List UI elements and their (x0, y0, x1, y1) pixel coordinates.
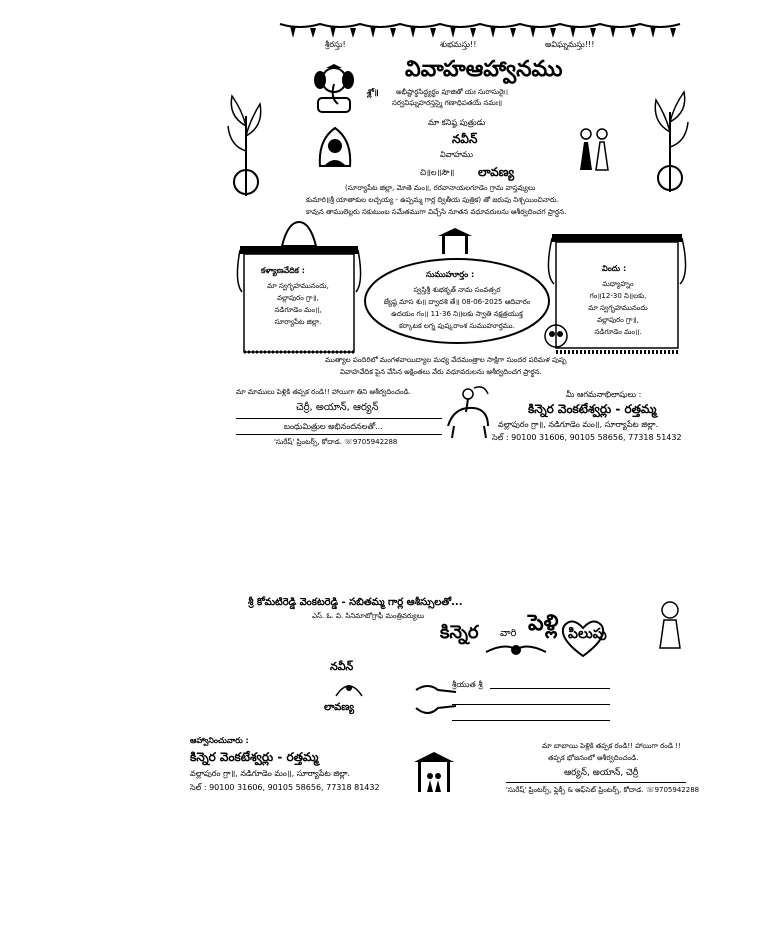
feast-line: వల్లాపురం గ్రా॥, (597, 316, 639, 324)
venue-line: మా స్వగృహమునందు, (267, 282, 329, 290)
divider (236, 418, 442, 419)
kids-invite: మా మాములు పెళ్లికి తప్పక రండి!! హాయిగా తిని ఆశీర్వదించండి. (236, 388, 411, 396)
muhurtham-line: జ్యేష్ఠ మాస శు॥ ద్వాదశి తే॥ 08-06-2025 ఆదివారం (383, 298, 531, 306)
envelope-kids-line-2: తప్పక భోజనంలో ఆశీర్వదించండి. (548, 754, 639, 762)
blessing-1: శ్రీరస్తు! (325, 40, 346, 49)
feast-title: విందు : (602, 264, 627, 273)
wedding-mandap-icon (414, 752, 454, 792)
address-line (452, 704, 610, 705)
boy-figure-icon (654, 600, 686, 648)
inviter-name: కిన్నెర వెంకటేశ్వర్లు - రత్తమ్మ (190, 750, 319, 764)
venue-line: సూర్యాపేట జిల్లా. (274, 318, 322, 326)
feast-line: మధ్యాహ్నం (602, 280, 634, 288)
card-title: వివాహఆహ్వానము (405, 56, 563, 82)
bride-parents: కుమారి॥శ్రీ యాతాకుల లచ్చయ్య - ఉప్పమ్మ గార్ల ద్వితీయ పుత్రిక) తో జరుపు నిశ్చయించినారు. (306, 196, 559, 204)
to-label: శ్రీయుత శ్రీ (452, 680, 483, 689)
banana-plant-right-icon (652, 92, 688, 192)
joined-hands-icon (486, 638, 546, 662)
envelope-family: కిన్నెర (440, 622, 479, 643)
feast-line: నడిగూడెం మం॥. (594, 328, 642, 336)
muhurtham-details (372, 286, 542, 331)
ganesha-icon (312, 64, 356, 114)
venue-line: నడిగూడెం మం॥, (274, 306, 322, 314)
couple-hands-icon (542, 324, 570, 348)
inviter-address: వల్లాపురం గ్రా॥, నడిగూడెం మం॥, సూర్యాపేట జిల్లా. (190, 769, 351, 778)
muhurtham-line: కర్కాటక లగ్న పుష్కరాంశ సుముహూర్తము. (399, 322, 515, 330)
envelope-pelli: పెళ్లి (528, 610, 559, 636)
banana-plant-left-icon (228, 96, 264, 196)
shloka-line-1: అభీష్టార్థసిద్ధ్యర్థం పూజితో యః సురాసురైః। (396, 88, 508, 96)
envelope-kids-names: ఆర్యన్, అయాన్, చెర్రీ (564, 768, 639, 778)
feast-line: గం॥12-30 ని॥లకు, (589, 292, 647, 300)
envelope-blessing: శ్రీ కోమటిరెడ్డి వెంకటరెడ్డి - సబితమ్మ గార్ల ఆశీస్సులతో... (248, 597, 463, 608)
blessing-3: అవిఘ్నమస్తు!!! (545, 40, 595, 49)
inviter-label: ఆహ్వానించువారు : (190, 736, 249, 745)
kids-names: చెర్రీ, అయాన్, ఆర్యన్ (296, 402, 379, 413)
host-phone: సెల్ : 90100 31606, 90105 58656, 77318 51432 (492, 433, 682, 442)
relatives-line: బంధుమిత్రుల అభినందనలతో... (284, 422, 383, 431)
bride-place: (సూర్యాపేట జిల్లా, మోతె మం॥, రరవానాయలగూడెం గ్రామ వాస్తవ్యులు (345, 184, 536, 192)
host-label: మీ ఆగమనాభిలాషులు : (566, 390, 642, 399)
heart-icon (558, 618, 608, 658)
venue-details (248, 282, 348, 327)
muhurtham-line: స్వస్తిశ్రీ శుభకృత్ నామ సంవత్సర (413, 286, 501, 294)
deity-icon (314, 126, 356, 170)
bride-prefix: చి॥ల॥సౌ॥ (420, 168, 455, 177)
shloka-line-2: సర్వవిఘ్నహరస్తస్మై గణాధిపతయే నమః॥ (392, 99, 503, 107)
invite-line: కావున తాములెల్లరు సకుటుంబ సమేతముగా విచ్చేసి నూతన వధూవరులను ఆశీర్వదించగ ప్రార్థన. (306, 208, 567, 216)
shloka-label: శ్లో॥ (367, 88, 379, 97)
mandap-icon (438, 228, 472, 254)
tail-line-1: ముత్యాల పందిరిలో మంగళవాయిద్యాల మధ్య వేదమంత్రాల సాక్షిగా సుందర పరిమళ పుష్ప (325, 356, 567, 364)
groom-on-horse-icon (444, 386, 492, 438)
divider (236, 434, 442, 435)
envelope-piluvu: పిలుపు (568, 626, 607, 642)
divider (506, 782, 686, 783)
blessing-2: శుభమస్తు!! (440, 40, 477, 49)
envelope-blessing-sub: ఎస్. ఓ. వి. సినిమాటోగ్రాఫీ మంత్రివర్యులు (312, 612, 425, 620)
envelope-kids-line-1: మా బాబాయి పెళ్లికి తప్పక రండి!! హాయిగా రండి !! (542, 742, 681, 750)
host-address: వల్లాపురం గ్రా॥, నడిగూడెం మం॥, సూర్యాపేట జిల్లా. (498, 420, 659, 429)
address-line (452, 720, 610, 721)
couple-icon (576, 126, 612, 172)
muhurtham-title: సుముహూర్తం : (426, 270, 475, 279)
muhurtham-line: ఉదయం గం॥ 11-36 ని॥లకు స్వాతి నక్షత్రయుక్త (391, 310, 523, 318)
tail-line-2: వివాహవేదిక పైన వేసిన అక్షింతలు వేరు వధూవరులను ఆశీర్వదించగ ప్రార్థన. (340, 368, 542, 376)
envelope-printer: 'సురేష్' ప్రింటర్స్, ఫ్లెక్సీ & ఆఫ్‌సెట్ ప్రింటర్స్, కోదాడ. ☏9705942288 (506, 786, 700, 794)
weds-label: వివాహము (440, 150, 474, 159)
envelope-family-suffix: వారి (500, 628, 517, 639)
host-name: కిన్నెర వెంకటేశ్వర్లు - రత్తమ్మ (528, 402, 657, 416)
inviter-phone: సెల్ : 90100 31606, 90105 58656, 77318 81432 (190, 783, 380, 792)
venue-title: కళ్యాణవేదిక : (261, 266, 305, 275)
envelope-groom: నవీన్ (330, 660, 354, 673)
address-line (490, 688, 610, 689)
envelope-bride: లావణ్య (324, 702, 355, 713)
feast-line: మా స్వగృహమునందు (588, 304, 648, 312)
garland-exchange-icon (334, 676, 364, 700)
groom-name: నవీన్ (452, 132, 478, 146)
bride-name: లావణ్య (478, 165, 515, 179)
venue-line: వల్లాపురం గ్రా॥, (277, 294, 319, 302)
printer-credit: 'సురేష్' ప్రింటర్స్, కోదాడ. ☏9705942288 (274, 438, 398, 446)
feast-details (566, 280, 670, 337)
son-label: మా కనిష్ఠ పుత్రుడు (428, 118, 486, 127)
